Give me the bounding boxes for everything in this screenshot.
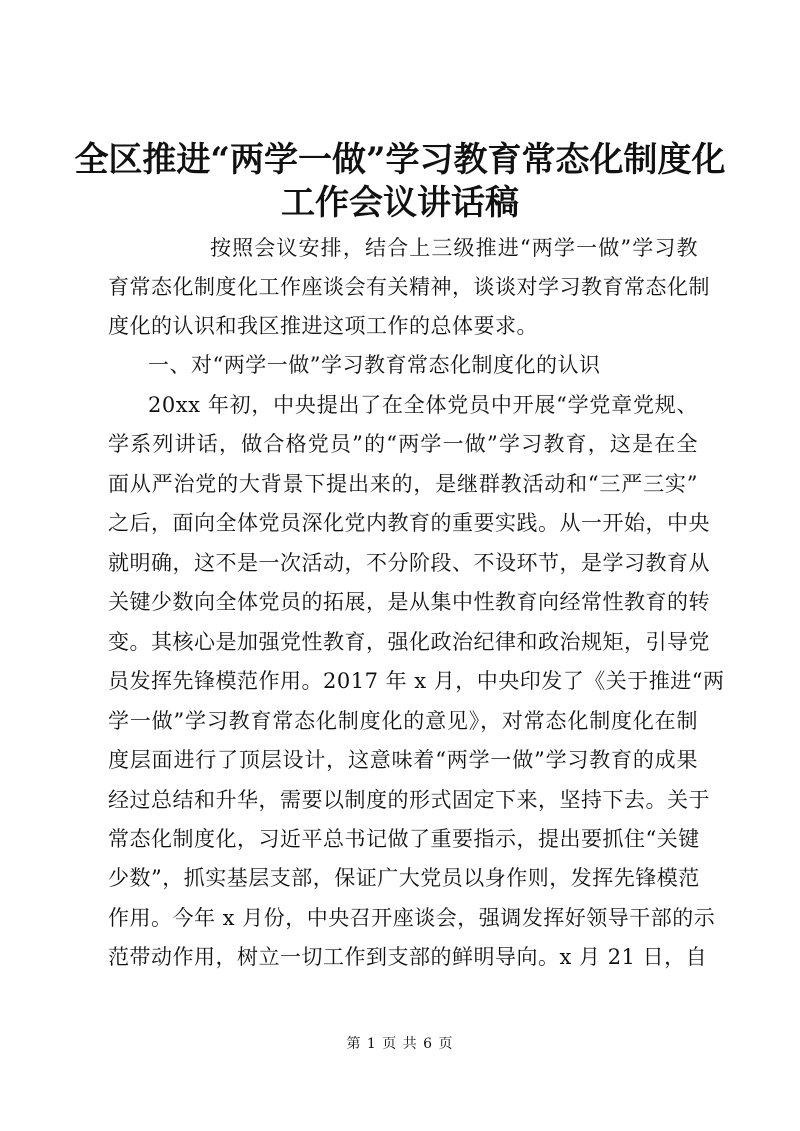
body-line: 少数”，抓实基层支部，保证广大党员以身作则，发挥先锋模范	[108, 866, 700, 890]
document-title-line-1: 全区推进“两学一做”学习教育常态化制度化	[74, 140, 726, 180]
body-line: 范带动作用，树立一切工作到支部的鲜明导向。x 月 21 日，自	[108, 945, 708, 969]
section-heading: 一、对“两学一做”学习教育常态化制度化的认识	[148, 353, 601, 377]
body-line: 按照会议安排，结合上三级推进“两学一做”学习教	[210, 236, 698, 260]
body-line: 之后，面向全体党员深化党内教育的重要实践。从一开始，中央	[108, 511, 710, 535]
body-line: 就明确，这不是一次活动，不分阶段、不设环节，是学习教育从	[108, 551, 710, 575]
body-line: 学一做”学习教育常态化制度化的意见》，对常态化制度化在制	[108, 709, 698, 733]
body-line: 变。其核心是加强党性教育，强化政治纪律和政治规矩，引导党	[108, 630, 710, 654]
body-line: 育常态化制度化工作座谈会有关精神，谈谈对学习教育常态化制	[108, 275, 710, 299]
page-footer: 第 1 页 共 6 页	[346, 1036, 454, 1052]
body-line: 学系列讲话，做合格党员”的“两学一做”学习教育，这是在全	[108, 432, 698, 456]
body-line: 常态化制度化，习近平总书记做了重要指示，提出要抓住“关键	[108, 827, 700, 851]
body-line: 度化的认识和我区推进这项工作的总体要求。	[108, 314, 538, 338]
body-line: 20xx 年初，中央提出了在全体党员中开展“学党章党规、	[148, 393, 698, 417]
body-line: 经过总结和升华，需要以制度的形式固定下来，坚持下去。关于	[108, 788, 710, 812]
document-title-line-2: 工作会议讲话稿	[281, 183, 519, 223]
body-line: 作用。今年 x 月份，中央召开座谈会，强调发挥好领导干部的示	[108, 906, 716, 930]
body-line: 员发挥先锋模范作用。2017 年 x 月，中央印发了《关于推进“两	[108, 669, 725, 693]
body-line: 面从严治党的大背景下提出来的，是继群教活动和“三严三实”	[108, 472, 698, 496]
body-line: 度层面进行了顶层设计，这意味着“两学一做”学习教育的成果	[108, 748, 698, 772]
body-line: 关键少数向全体党员的拓展，是从集中性教育向经常性教育的转	[108, 590, 710, 614]
